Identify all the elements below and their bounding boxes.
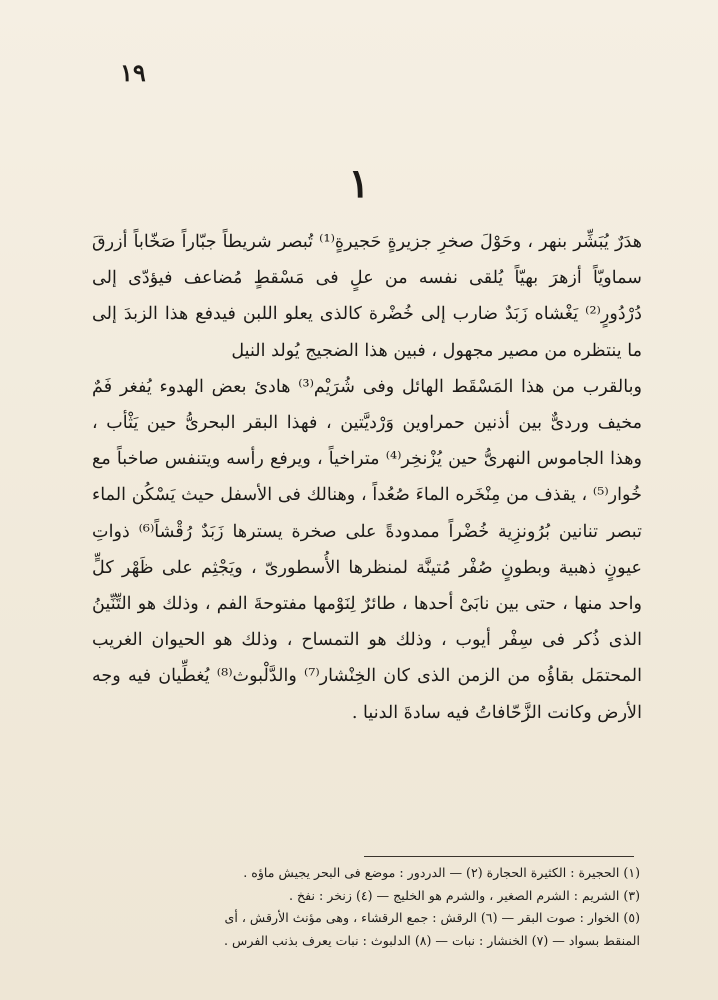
page-number: ١٩ xyxy=(120,58,146,87)
footnote-line: (٥) الخوار : صوت البقر — (٦) الرقش : جمع الرقشاء ، وهى مؤنث الأرقش ، أى xyxy=(224,910,640,926)
footnotes xyxy=(82,862,640,952)
footnote-line: (١) الحجيرة : الكثيرة الحجارة (٢) — الدردور : موضع فى البحر يجيش ماؤه . xyxy=(243,865,640,880)
chapter-number: ١ xyxy=(348,160,370,207)
paragraph: هدَرٌ يُبَشِّر بنهر ، وحَوْلَ صخرِ جزيرةٍ حَجيرةٍ⁽¹⁾ تُبصر شريطاً جبّاراً صَخّاباً أزرقَ سماويّاً أزهرَ بهيّاً يُلقى نفسه من علٍ فى مَسْقطٍ مُضاعف فيؤدّى إلى دُرْدُورٍ⁽²⁾ يَغْشاه زَبَدٌ ضارب إلى خُضْرة كالذى يعلو اللبن فيدفع هذا الزبدَ إلى ما ينتظره من مصير مجهول ، فبين هذا الضجيج يُولد النيل xyxy=(92,232,642,361)
footnote-line: المنقط بسواد — (٧) الخنشار : نبات — (٨) الدلبوث : نبات يعرف بذنب الفرس . xyxy=(224,932,640,948)
paragraph: وبالقرب من هذا المَسْقَط الهائل وفى شُرَيْم⁽³⁾ هادئ بعض الهدوء يُفغر فَمٌ مخيف وردىٌّ بين أذنين حمراوين وَرْديَّتين ، فهذا البقر البحرىُّ حين يَثْأب ، وهذا الجاموس النهرىُّ حين يُزْنخِر⁽⁴⁾ متراخياً ، ويرفع رأسه ويتنفس صاخباً مع خُوار⁽⁵⁾ ، يقذف من مِنْخَره الماءَ صُعُداً ، وهنالك فى الأسفل حيث يَسْكُن الماء تبصر تنانين بُرُونزِية خُضْراً ممدودةً على صخرة يسترها زَبَدٌ رُقْشاً⁽⁶⁾ ذواتِ عيونٍ ذهبية وبطونٍ صُفْر مُتينَّة لمنظرها الأُسطورىّ ، ويَجْثِم على ظَهْر كلٍّ واحد منها ، حتى بين نابَىْ أحدها ، طائرٌ لِنَوْمها مفتوحةَ الفم ، وذلك هو التِّنِّينُ الذى ذُكر فى سِفْر أيوب ، وذلك هو التمساح ، وذلك هو الحيوان الغريب المحتمَل بقاؤُه من الزمن الذى كان الخِنْشار⁽⁷⁾ والدَّلْبوث⁽⁸⁾ يُغطِّيان فيه وجه الأرض وكانت الزَّحّافاتُ فيه سادةَ الدنيا . xyxy=(92,376,643,723)
footnote-separator xyxy=(364,856,634,857)
footnote-line: (٣) الشريم : الشرم الصغير ، والشرم هو الخليج — (٤) زنخر : نفخ . xyxy=(289,887,640,903)
body-text xyxy=(92,224,642,731)
